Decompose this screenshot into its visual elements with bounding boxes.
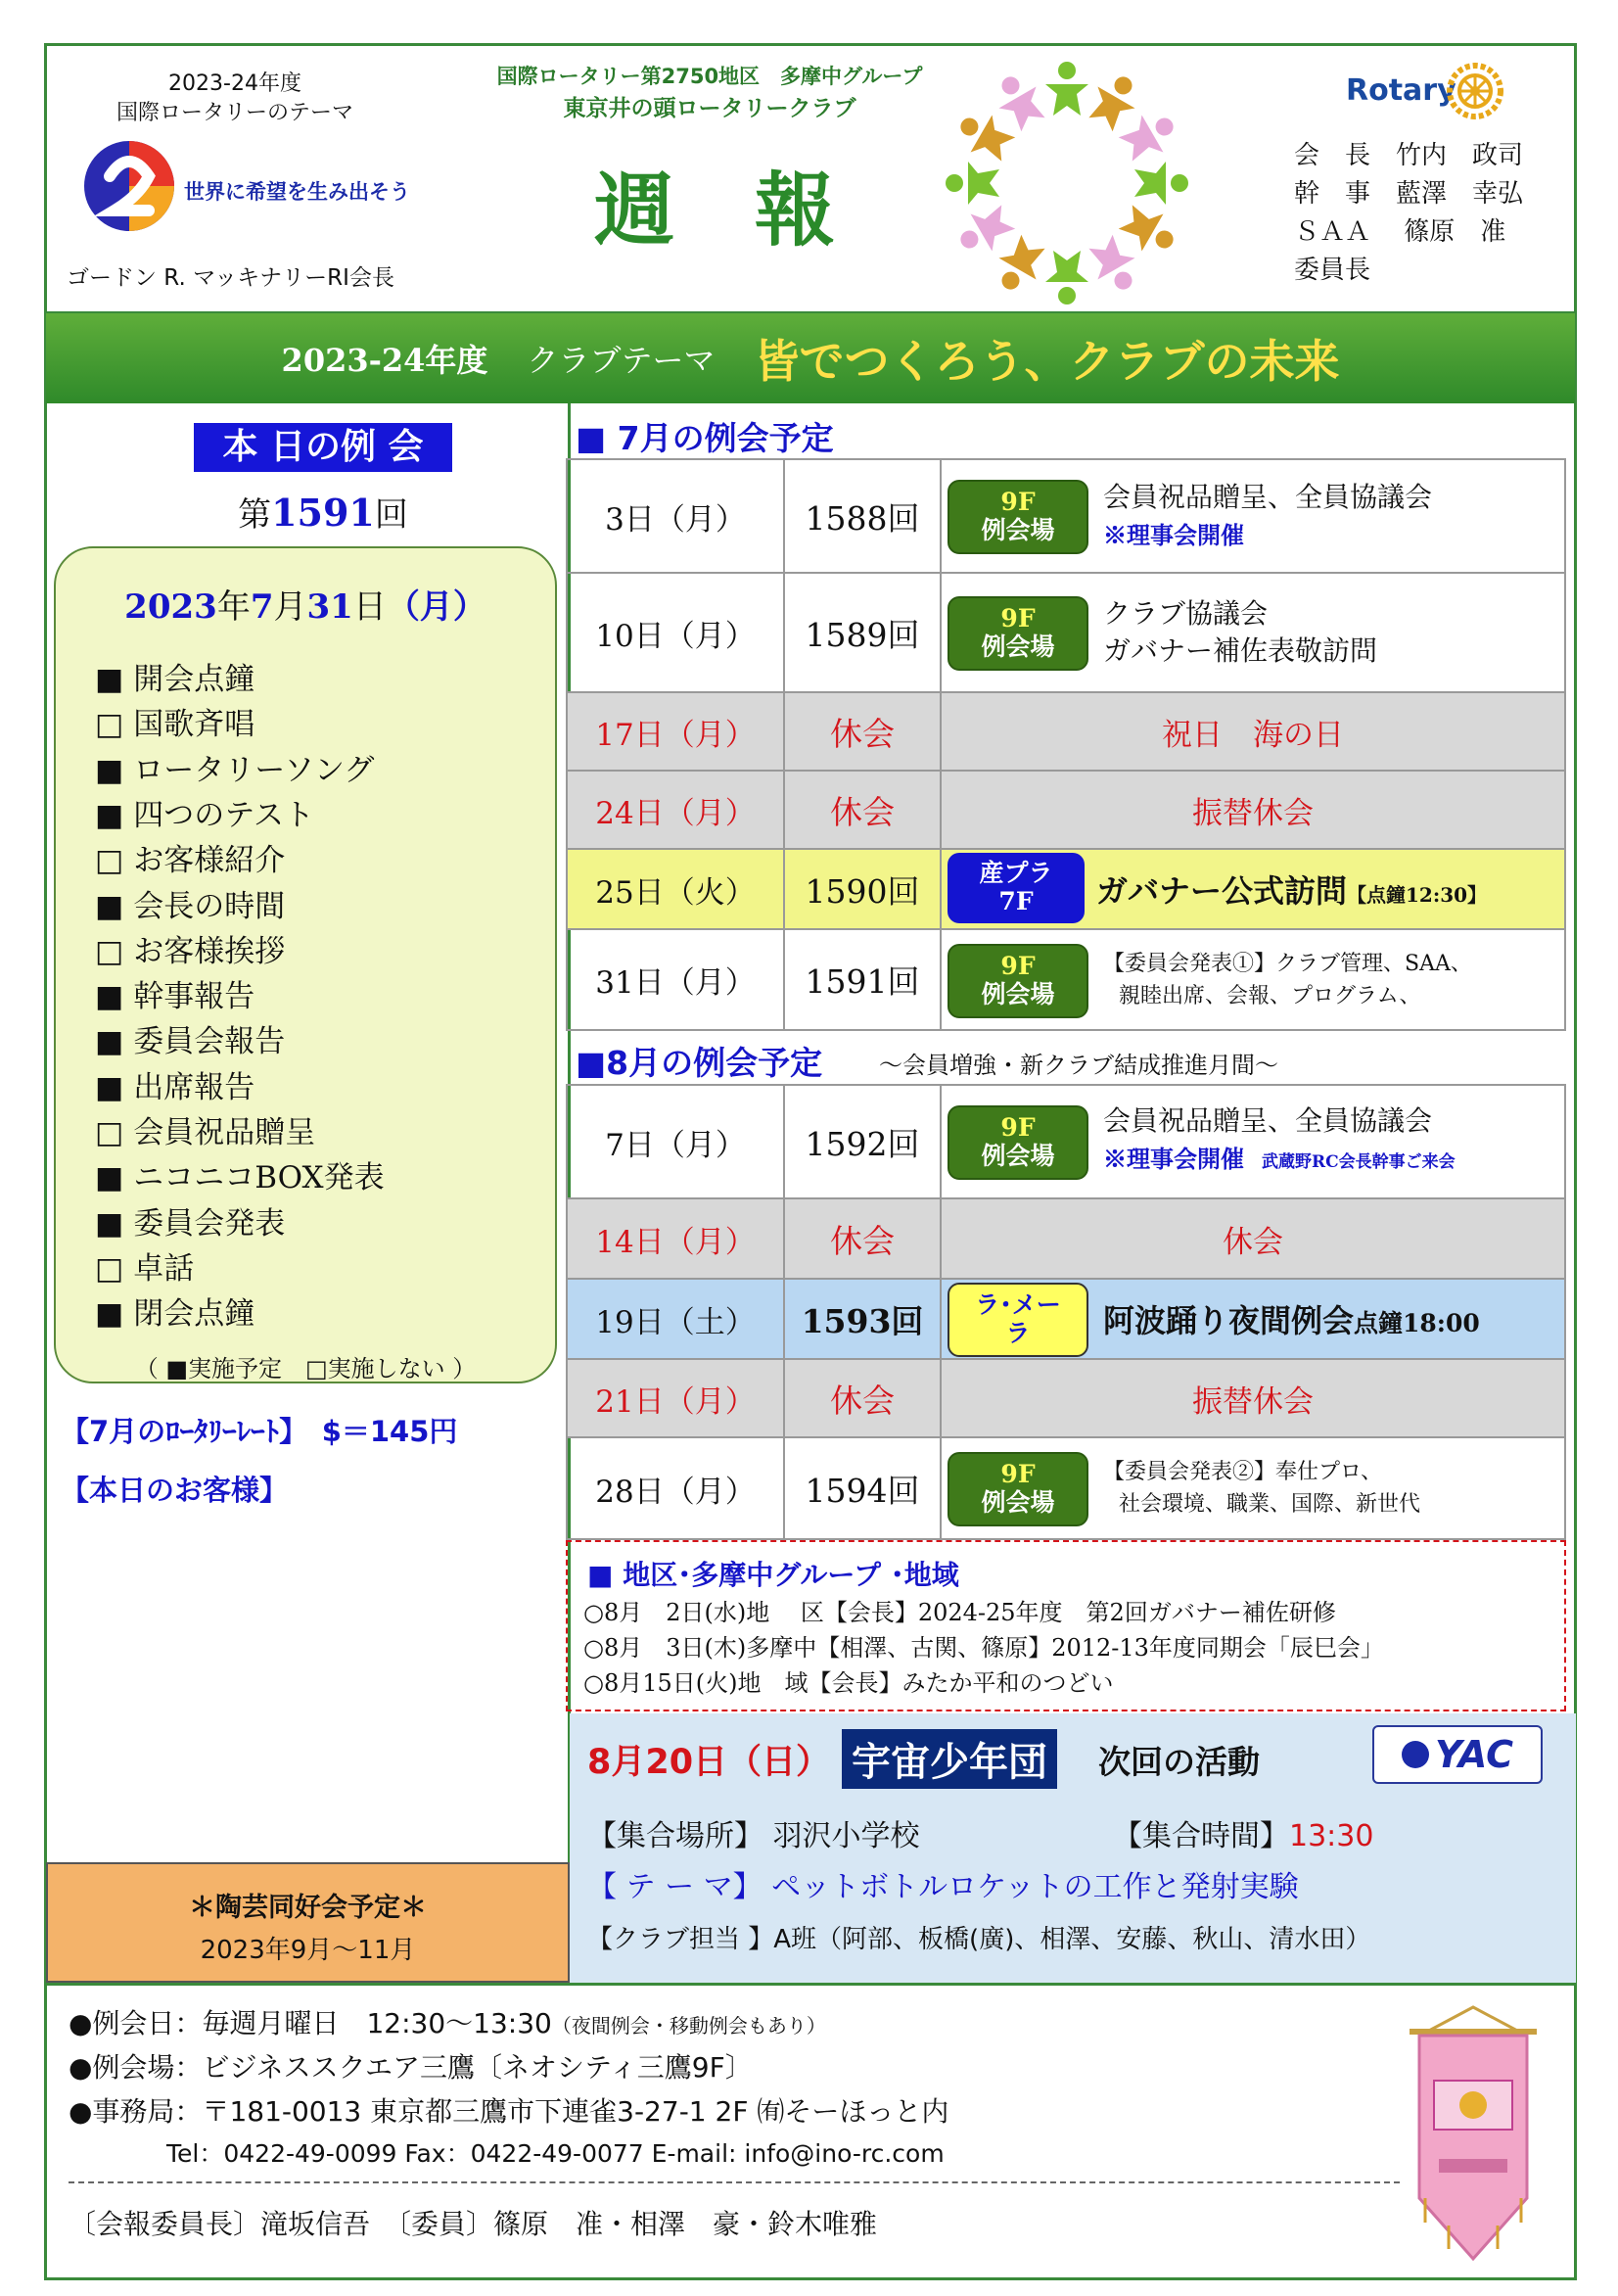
agenda-item-label: お客様挨拶: [133, 933, 286, 969]
agenda-item-label: 委員会発表: [133, 1205, 286, 1242]
schedule-meeting-no: 1593回: [784, 1279, 941, 1359]
schedule-event-line: 親睦出席、会報、プログラム、: [1119, 983, 1421, 1008]
yac-theme: 【 テ ー マ】 ペットボトルロケットの工作と発射実験: [587, 1870, 1299, 1904]
venue-badge: ラ･メー ラ: [948, 1283, 1088, 1357]
ri-theme-slogan: 世界に希望を生み出そう: [184, 180, 410, 204]
july-heading: ■ 7月の例会予定: [576, 419, 834, 457]
schedule-meeting-no: 1590回: [784, 849, 941, 929]
rotary-rate: 【7月のﾛｰﾀﾘｰﾚｰﾄ】 $＝145円: [61, 1415, 458, 1448]
club-name: 東京井の頭ロータリークラブ: [563, 96, 856, 121]
schedule-meeting-no: 休会: [784, 1198, 941, 1279]
schedule-row: [567, 459, 1565, 573]
schedule-row: [567, 929, 1565, 1030]
footer-contact: Tel：0422-49-0099 Fax：0422-49-0077 E-mail: info@ino-rc.com: [166, 2139, 945, 2168]
yac-time: 【集合時間】13:30: [1113, 1819, 1374, 1853]
schedule-row: [567, 1279, 1565, 1359]
agenda-item-label: ニコニコBOX発表: [133, 1160, 385, 1196]
schedule-meeting-no: 1592回: [784, 1085, 941, 1198]
august-heading: ■8月の例会予定: [576, 1044, 823, 1082]
venue-badge: 9F 例会場: [948, 596, 1088, 671]
july-schedule-table: [566, 458, 1566, 1031]
person-figure: [1115, 198, 1183, 262]
schedule-row: [567, 849, 1565, 929]
person-figure: [988, 68, 1052, 136]
agenda-checkbox-icon: ■: [95, 1069, 124, 1105]
footer-divider: [46, 1983, 1575, 1986]
venue-badge: 9F 例会場: [948, 480, 1088, 554]
agenda-item-label: 出席報告: [133, 1069, 255, 1105]
person-figure: [951, 104, 1020, 168]
rotary-wheel-icon: [1447, 63, 1503, 119]
schedule-date: 31日（月）: [567, 929, 784, 1030]
people-circle-illustration: [945, 61, 1189, 305]
yac-date: 8月20日（日）: [587, 1743, 831, 1782]
agenda-item-label: 閉会点鐘: [133, 1296, 255, 1333]
agenda-checkbox-icon: ■: [95, 797, 124, 833]
ri-year: 2023-24年度: [168, 71, 301, 96]
schedule-content: 休会: [941, 1198, 1565, 1279]
schedule-content: [941, 1437, 1565, 1539]
page-title: 週 報: [593, 164, 835, 258]
schedule-meeting-no: 休会: [784, 1359, 941, 1437]
theme-label: クラブテーマ: [527, 342, 716, 379]
agenda-item-label: 幹事報告: [133, 979, 255, 1015]
footer-venue: ●例会場：ビジネススクエア三鷹〔ネオシティ三鷹9F〕: [69, 2051, 753, 2084]
schedule-row: [567, 692, 1565, 771]
schedule-meeting-no: 休会: [784, 771, 941, 849]
schedule-date: 21日（月）: [567, 1359, 784, 1437]
person-figure: [1045, 251, 1088, 305]
schedule-event-time: 点鐘18:00: [1354, 1309, 1480, 1337]
schedule-event-line: 会員祝品贈呈、全員協議会: [1103, 480, 1433, 513]
agenda-item-label: 会長の時間: [133, 888, 286, 924]
yac-next: 次回の活動: [1098, 1743, 1260, 1781]
agenda-item: [95, 1016, 285, 1060]
schedule-meeting-no: 1588回: [784, 459, 941, 573]
ri-president: ゴードン R. マッキナリーRI会長: [67, 265, 394, 291]
schedule-content: [941, 849, 1565, 929]
schedule-content: [941, 1279, 1565, 1359]
agenda-checkbox-icon: ■: [95, 888, 124, 924]
today-heading: 本 日の例 会: [194, 423, 452, 472]
officer-secretary: 幹 事 藍澤 幸弘: [1294, 179, 1524, 209]
schedule-date: 24日（月）: [567, 771, 784, 849]
august-subheading: ～会員増強・新クラブ結成推進月間～: [879, 1052, 1278, 1079]
schedule-date: 25日（火）: [567, 849, 784, 929]
ri-theme-logo: [80, 137, 178, 235]
schedule-date: 7日（月）: [567, 1085, 784, 1198]
agenda-item-label: お客様紹介: [133, 843, 286, 879]
person-figure: [946, 162, 999, 205]
agenda-checkbox-icon: □: [95, 933, 124, 969]
agenda-checkbox-icon: ■: [95, 1205, 124, 1242]
schedule-meeting-no: 休会: [784, 692, 941, 771]
agenda-item: [95, 1107, 315, 1151]
agenda-item-label: 国歌斉唱: [133, 707, 255, 743]
schedule-content: 振替休会: [941, 1359, 1565, 1437]
schedule-date: 17日（月）: [567, 692, 784, 771]
schedule-row: [567, 1359, 1565, 1437]
august-schedule-table: [566, 1084, 1566, 1540]
agenda-checkbox-icon: ■: [95, 979, 124, 1015]
schedule-event-line: 武蔵野RC会長幹事ご来会: [1262, 1152, 1456, 1172]
schedule-event-line: ※理事会開催: [1103, 520, 1244, 549]
footer-dashed-rule: [69, 2181, 1400, 2183]
agenda-item: [95, 971, 254, 1015]
agenda-item-label: 卓話: [133, 1250, 195, 1287]
schedule-date: 14日（月）: [567, 1198, 784, 1279]
agenda-item: [95, 790, 314, 834]
schedule-meeting-no: 1591回: [784, 929, 941, 1030]
schedule-date: 28日（月）: [567, 1437, 784, 1539]
officer-president: 会 長 竹内 政司: [1294, 141, 1524, 170]
footer-meeting-day: ●例会日：毎週月曜日 12:30～13:30（夜間例会・移動例会もあり）: [69, 2007, 826, 2039]
agenda-item-label: 委員会報告: [133, 1024, 286, 1060]
agenda-checkbox-icon: □: [95, 1115, 124, 1150]
agenda-checkbox-icon: ■: [95, 1296, 124, 1333]
schedule-event-line: 【委員会発表②】奉仕プロ、: [1103, 1460, 1383, 1484]
rotary-logo-text: Rotary: [1346, 73, 1456, 108]
venue-badge: 9F 例会場: [948, 944, 1088, 1018]
venue-badge: 産プラ 7F: [948, 853, 1085, 923]
agenda-item: [95, 1152, 385, 1196]
schedule-content: 振替休会: [941, 771, 1565, 849]
meeting-date: 2023年7月31日（月）: [124, 587, 486, 627]
agenda-box: [54, 546, 557, 1383]
footer-office: ●事務局：〒181-0013 東京都三鷹市下連雀3-27-1 2F ㈲そーほっと内: [69, 2095, 949, 2128]
pottery-period: 2023年9月～11月: [200, 1936, 416, 1965]
schedule-content: [941, 459, 1565, 573]
schedule-content: [941, 1085, 1565, 1198]
agenda-item-label: 会員祝品贈呈: [133, 1115, 316, 1150]
schedule-content: [941, 929, 1565, 1030]
agenda-item: [95, 745, 374, 789]
officers-list: [1294, 137, 1523, 290]
district-heading: ■ 地区･多摩中グループ ･地域: [587, 1559, 959, 1591]
person-figure: [1134, 162, 1188, 205]
person-figure: [988, 231, 1052, 300]
agenda-item-label: ロータリーソング: [133, 752, 375, 788]
district-item: ○8月 3日(木)多摩中【相澤、古関、篠原】2012-13年度同期会「辰巳会」: [583, 1634, 1384, 1662]
pottery-club-box: [46, 1862, 570, 1983]
agenda-checkbox-icon: ■: [95, 662, 124, 697]
theme-text: 皆でつくろう、クラブの未来: [754, 335, 1340, 388]
footer-editors: 〔会報委員長〕滝坂信吾 〔委員〕篠原 准・相澤 豪・鈴木唯雅: [69, 2208, 878, 2240]
schedule-event-line: 【委員会発表①】クラブ管理、SAA、: [1103, 951, 1472, 976]
agenda-item: [95, 1289, 254, 1333]
schedule-row: [567, 1198, 1565, 1279]
agenda-legend: （ ■実施予定 □実施しない ）: [134, 1355, 477, 1382]
district-name: 国際ロータリー第2750地区 多摩中グループ: [496, 65, 923, 88]
person-figure: [951, 198, 1020, 262]
officer-chair: 委員長: [1294, 256, 1371, 285]
agenda-item: [95, 1062, 254, 1106]
schedule-date: 10日（月）: [567, 573, 784, 692]
person-figure: [1082, 68, 1146, 136]
schedule-event-title: ガバナー公式訪問: [1096, 872, 1348, 910]
schedule-meeting-no: 1589回: [784, 573, 941, 692]
theme-year: 2023-24年度: [281, 342, 488, 379]
officer-saa: ＳＡＡ 篠原 准: [1294, 217, 1506, 247]
schedule-date: 3日（月）: [567, 459, 784, 573]
agenda-checkbox-icon: □: [95, 707, 124, 743]
district-item: ○8月 2日(水)地 区【会長】2024-25年度 第2回ガバナー補佐研修: [583, 1599, 1336, 1626]
agenda-checkbox-icon: ■: [95, 752, 124, 788]
schedule-row: [567, 1085, 1565, 1198]
schedule-content: 祝日 海の日: [941, 692, 1565, 771]
schedule-row: [567, 1437, 1565, 1539]
schedule-event-line: 社会環境、職業、国際、新世代: [1119, 1492, 1421, 1517]
schedule-row: [567, 771, 1565, 849]
district-item: ○8月15日(火)地 域【会長】みたか平和のつどい: [583, 1669, 1114, 1697]
agenda-item: [95, 1198, 285, 1242]
schedule-content: [941, 573, 1565, 692]
agenda-checkbox-icon: □: [95, 1250, 124, 1287]
agenda-item-label: 四つのテスト: [133, 797, 315, 833]
pottery-title: ＊陶芸同好会予定＊: [189, 1893, 427, 1923]
schedule-meeting-no: 1594回: [784, 1437, 941, 1539]
schedule-event-line: 会員祝品贈呈、全員協議会: [1103, 1104, 1433, 1137]
schedule-event-title: 阿波踊り夜間例会: [1103, 1302, 1355, 1339]
venue-badge: 9F 例会場: [948, 1452, 1088, 1526]
agenda-checkbox-icon: □: [95, 843, 124, 879]
person-figure: [1115, 104, 1183, 168]
yac-logo: YAC: [1372, 1725, 1543, 1784]
schedule-event-line: ガバナー補佐表敬訪問: [1103, 634, 1378, 667]
meeting-number: 第1591回: [238, 491, 408, 535]
agenda-checkbox-icon: ■: [95, 1024, 124, 1060]
agenda-item: [95, 654, 254, 698]
schedule-event-time: 【点鐘12:30】: [1347, 883, 1488, 907]
district-news-box: [566, 1540, 1566, 1711]
yac-activity-box: [570, 1713, 1576, 1983]
person-figure: [1082, 231, 1146, 300]
agenda-item: [95, 1243, 194, 1288]
schedule-date: 19日（土）: [567, 1279, 784, 1359]
ri-theme-label: 国際ロータリーのテーマ: [116, 101, 353, 125]
schedule-row: [567, 573, 1565, 692]
yac-staff: 【クラブ担当 】A班（阿部、板橋(廣)、相澤、安藤、秋山、清水田）: [587, 1925, 1371, 1954]
club-theme-band: [46, 313, 1575, 403]
agenda-checkbox-icon: ■: [95, 1160, 124, 1196]
venue-badge: 9F 例会場: [948, 1105, 1088, 1180]
agenda-item: [95, 881, 285, 925]
club-pennant-image: [1400, 2002, 1547, 2267]
schedule-event-line: クラブ協議会: [1103, 597, 1269, 630]
agenda-item-label: 開会点鐘: [133, 662, 255, 697]
district-items: [583, 1595, 1384, 1701]
agenda-item: [95, 835, 285, 879]
guests-label: 【本日のお客様】: [61, 1474, 289, 1507]
yac-name: 宇宙少年団: [842, 1729, 1057, 1789]
schedule-event-line: ※理事会開催: [1103, 1145, 1244, 1173]
agenda-item: [95, 699, 254, 743]
person-figure: [1045, 62, 1088, 116]
agenda-item: [95, 926, 285, 970]
yac-place: 【集合場所】 羽沢小学校: [587, 1819, 920, 1853]
